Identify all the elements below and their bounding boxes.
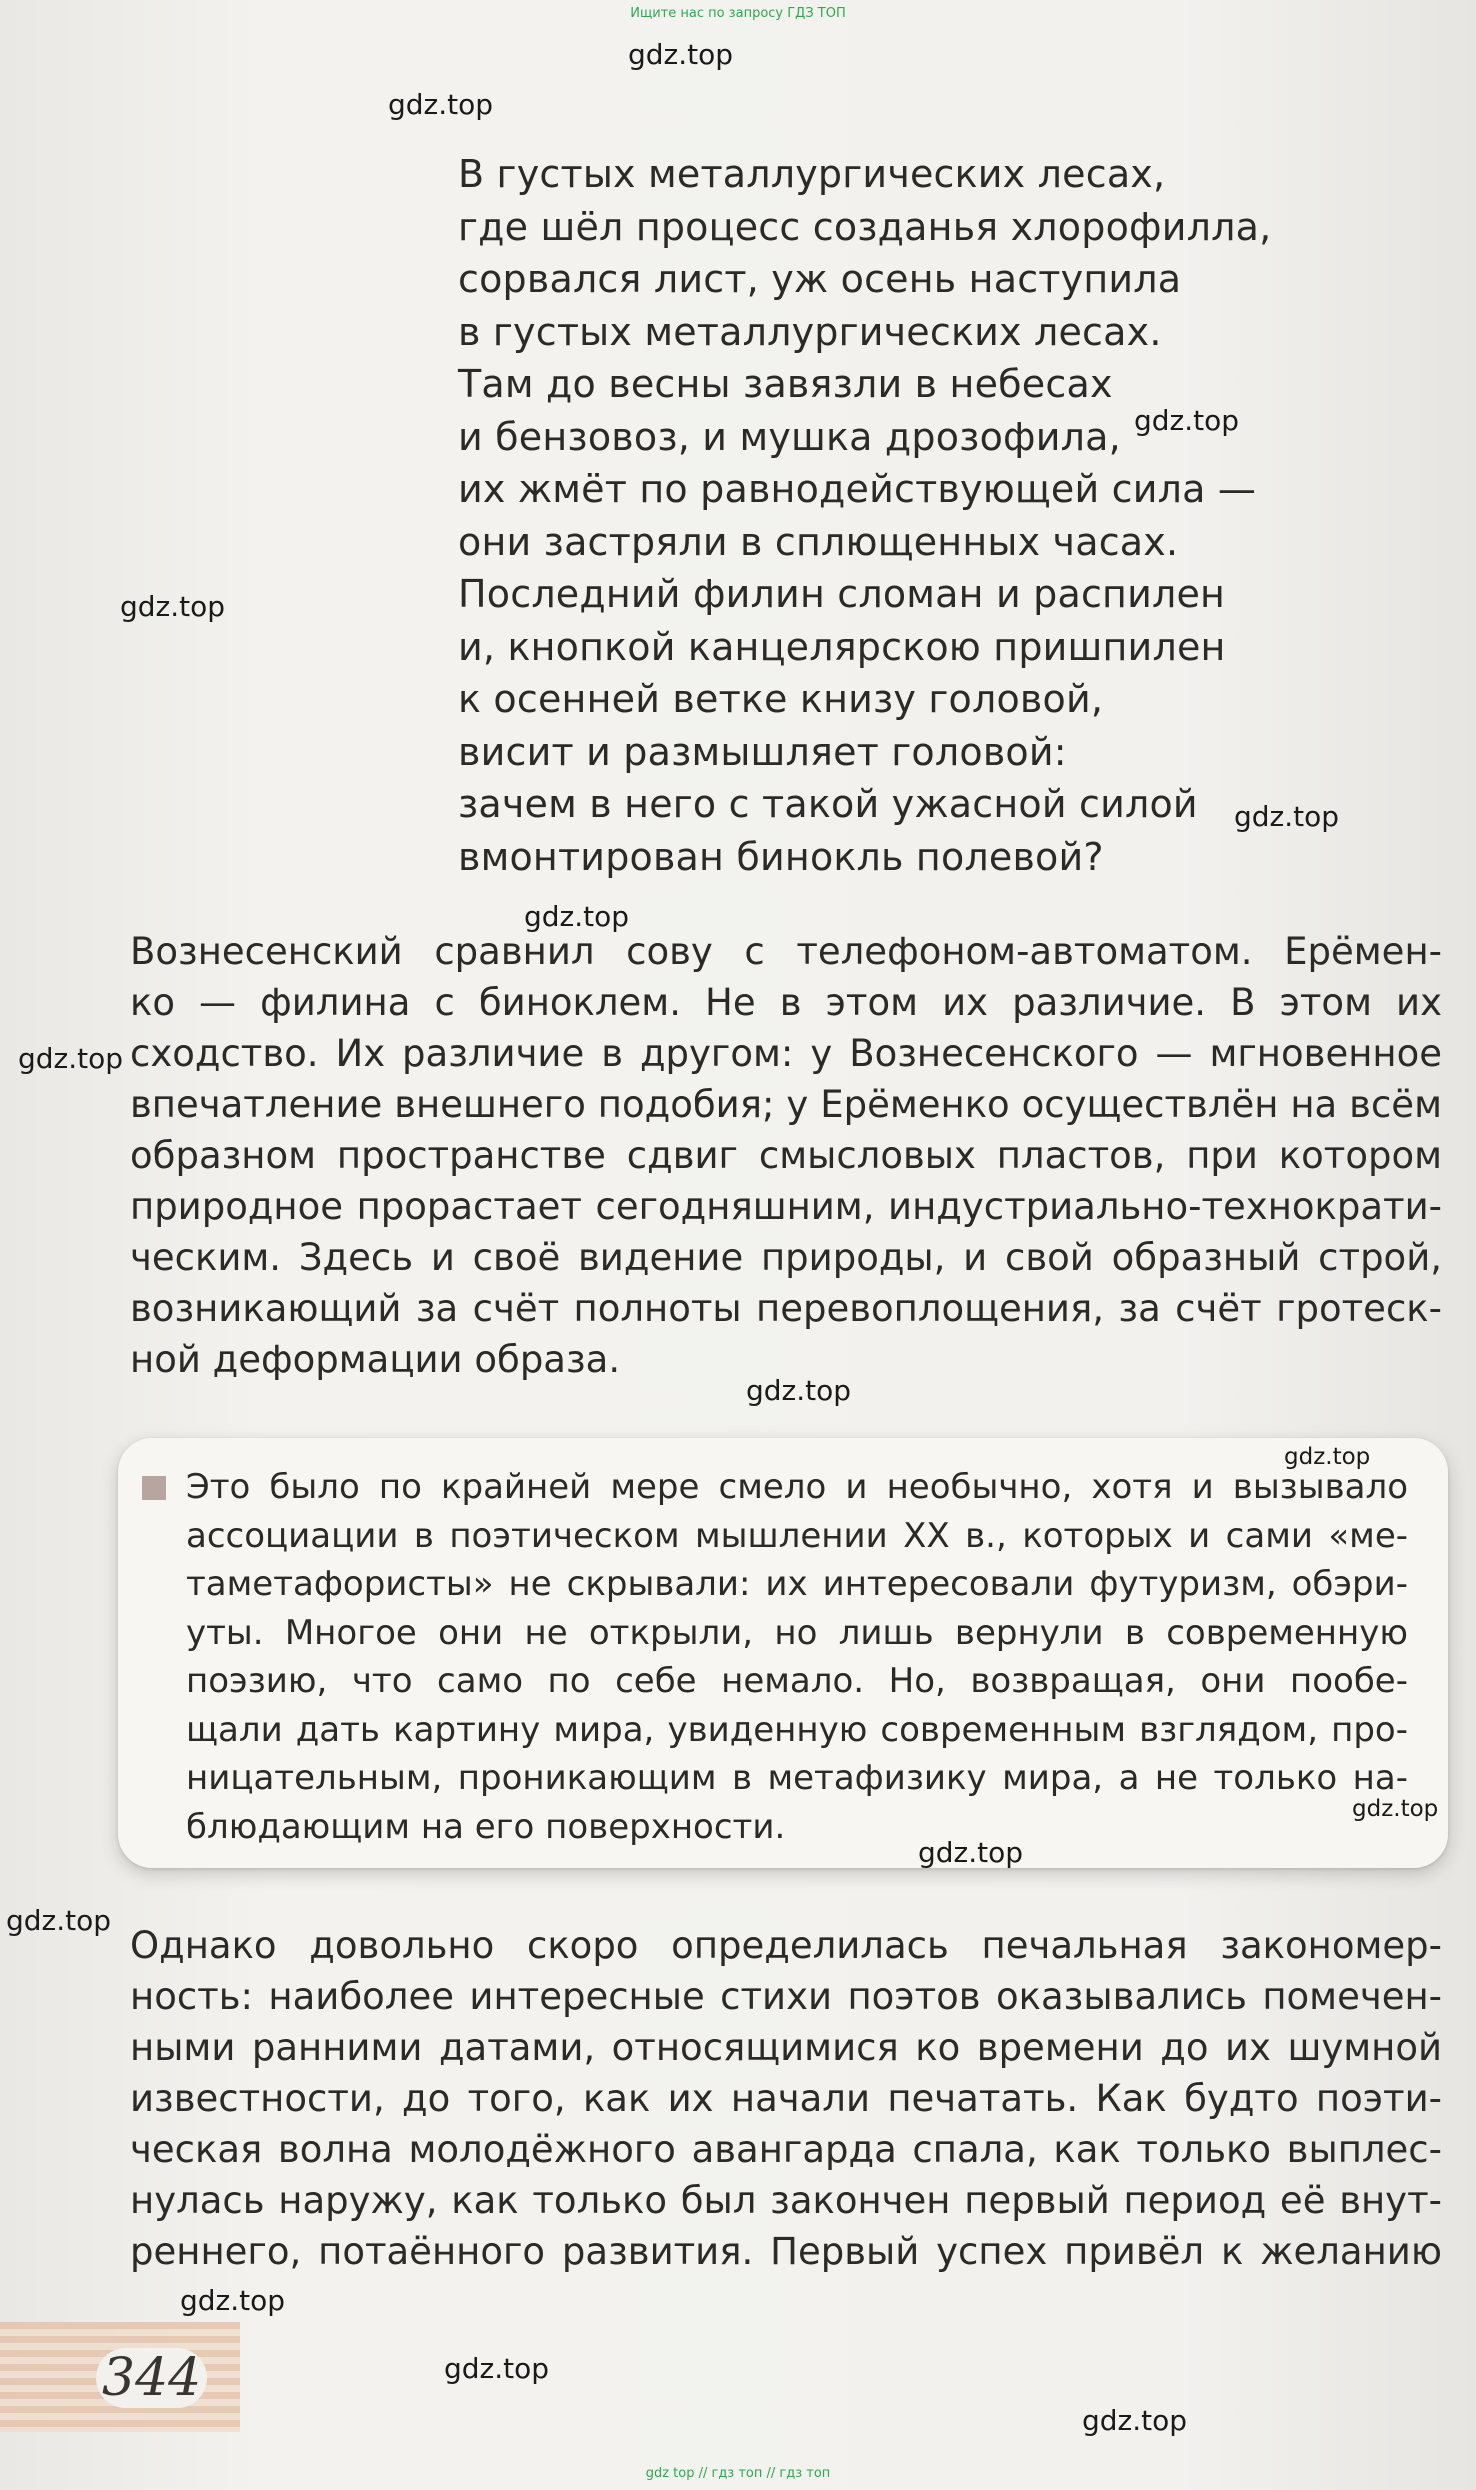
- text-line: таметафористы» не скрывали: их интересовали футуризм, обэри-: [186, 1564, 1408, 1604]
- text-line: известности, до того, как их начали печатать. Как будто поэти-: [130, 2077, 1442, 2120]
- watermark: gdz.top: [388, 88, 494, 121]
- watermark: gdz.top: [1352, 1796, 1439, 1822]
- poem-line: где шёл процесс созданья хлорофилла,: [458, 204, 1272, 249]
- poem-line: к осенней ветке книзу головой,: [458, 677, 1104, 721]
- text-line: ной деформации образа.: [130, 1338, 621, 1381]
- page-number: 344: [96, 2348, 207, 2408]
- watermark: gdz.top: [18, 1042, 124, 1075]
- text-line: ными ранними датами, относящимися ко времени до их шумной: [130, 2026, 1442, 2069]
- poem-line: зачем в него с такой ужасной силой: [458, 782, 1198, 826]
- text-line: Вознесенский сравнил сову с телефоном-автоматом. Ерёмен-: [130, 930, 1442, 973]
- footer-note: gdz top // гдз топ // гдз топ: [645, 2466, 831, 2481]
- watermark: gdz.top: [746, 1374, 852, 1407]
- watermark: gdz.top: [120, 590, 226, 623]
- poem-line: висит и размышляет головой:: [458, 729, 1067, 774]
- poem-line: они застряли в сплющенных часах.: [458, 519, 1179, 564]
- text-line: поэзию, что само по себе немало. Но, возвращая, они пообе-: [186, 1661, 1408, 1701]
- poem-line: их жмёт по равнодействующей сила —: [458, 467, 1257, 511]
- text-line: блюдающим на его поверхности.: [186, 1806, 786, 1847]
- poem: [458, 148, 1358, 883]
- text-line: уты. Многое они не открыли, но лишь вернули в современную: [186, 1612, 1408, 1653]
- poem-line: В густых металлургических лесах,: [458, 152, 1166, 196]
- watermark: gdz.top: [524, 900, 630, 933]
- callout-text: [186, 1463, 1408, 1851]
- paragraph-1: [130, 926, 1442, 1385]
- text-line: сходство. Их различие в другом: у Вознесенского — мгновенное: [130, 1032, 1442, 1075]
- text-line: природное прорастает сегодняшним, индустриально-технократи-: [130, 1185, 1442, 1228]
- text-line: ность: наиболее интересные стихи поэтов оказывались помечен-: [130, 1975, 1442, 2018]
- poem-line: сорвался лист, уж осень наступила: [458, 257, 1182, 301]
- watermark: gdz.top: [1284, 1444, 1371, 1470]
- text-line: ческим. Здесь и своё видение природы, и свой образный строй,: [130, 1236, 1442, 1279]
- header-note: Ищите нас по запросу ГДЗ ТОП: [630, 6, 846, 21]
- square-bullet-icon: [142, 1476, 166, 1500]
- text-line: Однако довольно скоро определилась печальная закономер-: [130, 1924, 1442, 1967]
- text-line: нулась наружу, как только был закончен первый период её внут-: [130, 2179, 1442, 2222]
- watermark: gdz.top: [628, 38, 734, 71]
- text-line: ассоциации в поэтическом мышлении XX в., которых и сами «ме-: [186, 1515, 1408, 1556]
- poem-line: вмонтирован бинокль полевой?: [458, 834, 1104, 879]
- poem-line: Там до весны завязли в небесах: [458, 362, 1113, 406]
- poem-line: Последний филин сломан и распилен: [458, 572, 1226, 616]
- poem-line: и, кнопкой канцелярскою пришпилен: [458, 624, 1226, 669]
- watermark: gdz.top: [180, 2284, 286, 2317]
- text-line: ческая волна молодёжного авангарда спала, как только выплес-: [130, 2128, 1442, 2171]
- text-line: ницательным, проникающим в метафизику мира, а не только на-: [186, 1758, 1408, 1798]
- text-line: ко — филина с биноклем. Не в этом их различие. В этом их: [130, 981, 1442, 1024]
- watermark: gdz.top: [1082, 2404, 1188, 2437]
- poem-line: в густых металлургических лесах.: [458, 309, 1162, 354]
- watermark: gdz.top: [918, 1836, 1024, 1869]
- watermark: gdz.top: [444, 2352, 550, 2385]
- poem-line: и бензовоз, и мушка дрозофила,: [458, 414, 1121, 459]
- text-line: щали дать картину мира, увиденную современным взглядом, про-: [186, 1709, 1408, 1750]
- text-line: Это было по крайней мере смело и необычно, хотя и вызывало: [186, 1467, 1408, 1507]
- watermark: gdz.top: [6, 1904, 112, 1937]
- text-line: реннего, потаённого развития. Первый успех привёл к желанию: [130, 2230, 1442, 2273]
- paragraph-2: [130, 1920, 1442, 2277]
- watermark: gdz.top: [1134, 404, 1240, 437]
- text-line: образном пространстве сдвиг смысловых пластов, при котором: [130, 1134, 1442, 1177]
- text-line: возникающий за счёт полноты перевоплощения, за счёт гротеск-: [130, 1287, 1442, 1330]
- watermark: gdz.top: [1234, 800, 1340, 833]
- text-line: впечатление внешнего подобия; у Ерёменко осуществлён на всём: [130, 1083, 1442, 1126]
